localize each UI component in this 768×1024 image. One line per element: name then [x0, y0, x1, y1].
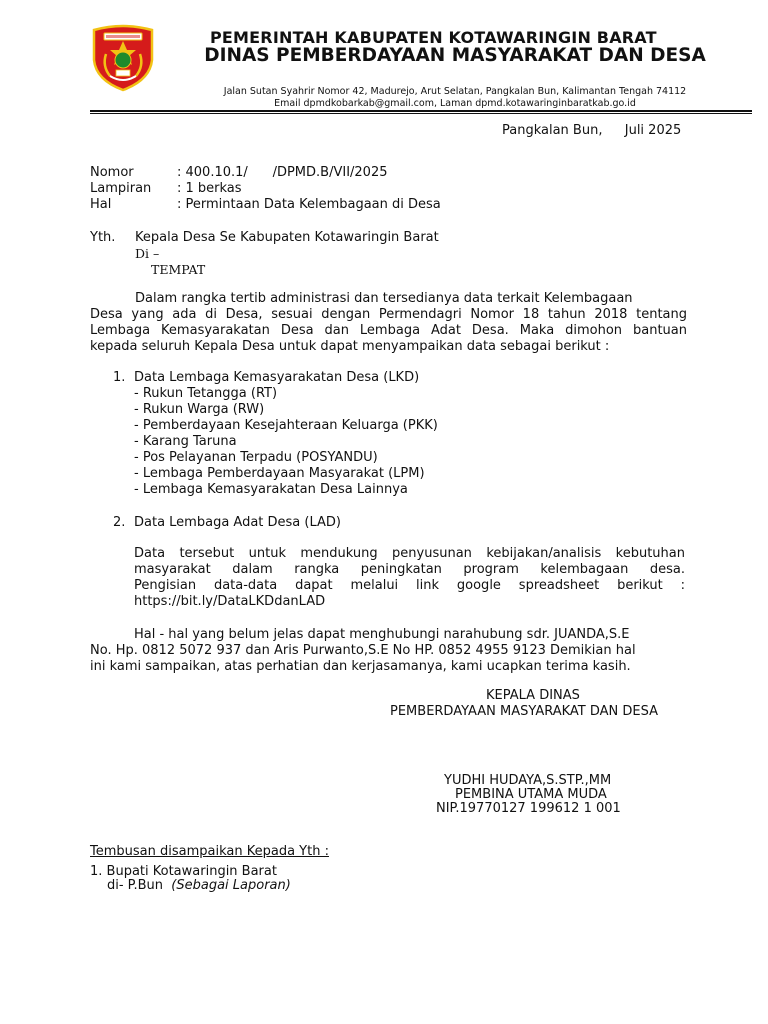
address-line: Jalan Sutan Syahrir Nomor 42, Madurejo, Arut Selatan, Pangkalan Bun, Kalimantan Tengah 74112: [223, 86, 687, 97]
signature-title-1: KEPALA DINAS: [486, 688, 580, 703]
list-item: - Pos Pelayanan Terpadu (POSYANDU): [134, 450, 378, 465]
lampiran-value: : 1 berkas: [177, 181, 242, 196]
recipient-place: TEMPAT: [151, 262, 206, 277]
paragraph-2-line: masyarakat dalam rangka peningkatan program kelembagaan desa.: [134, 562, 685, 577]
list-item: - Karang Taruna: [134, 434, 237, 449]
list-item: - Lembaga Pemberdayaan Masyarakat (LPM): [134, 466, 425, 481]
recipient-di: Di –: [135, 246, 160, 261]
signatory-rank: PEMBINA UTAMA MUDA: [455, 787, 607, 802]
cc-item-sub: [107, 878, 291, 894]
yth-label: Yth.: [90, 230, 116, 245]
list-item: - Rukun Warga (RW): [134, 402, 265, 417]
paragraph-1-line: Dalam rangka tertib administrasi dan tersedianya data terkait Kelembagaan: [135, 291, 633, 306]
nomor-value: : 400.10.1/ /DPMD.B/VII/2025: [177, 165, 388, 180]
paragraph-2-line: Pengisian data-data dapat melalui link google spreadsheet berikut :: [134, 578, 685, 593]
regency-coat-of-arms-icon: [90, 24, 156, 92]
place-date: [502, 123, 681, 139]
paragraph-3-line: Hal - hal yang belum jelas dapat menghubungi narahubung sdr. JUANDA,S.E: [134, 627, 630, 642]
list-number: 2.: [113, 515, 126, 530]
list-item: - Pemberdayaan Kesejahteraan Keluarga (PKK): [134, 418, 438, 433]
letterhead-rule: [90, 110, 752, 112]
paragraph-2-line: Data tersebut untuk mendukung penyusunan kebijakan/analisis kebutuhan: [134, 546, 685, 561]
signatory-nip: NIP.19770127 199612 1 001: [436, 801, 621, 816]
paragraph-3-line: ini kami sampaikan, atas perhatian dan kerjasamanya, kami ucapkan terima kasih.: [90, 659, 631, 674]
agency-address: [170, 86, 740, 110]
contact-line: Email dpmdkobarkab@gmail.com, Laman dpmd.kotawaringinbaratkab.go.id: [274, 98, 636, 109]
hal-value: : Permintaan Data Kelembagaan di Desa: [177, 197, 441, 212]
list-title-lad: Data Lembaga Adat Desa (LAD): [134, 515, 341, 530]
cc-item-note: (Sebagai Laporan): [171, 878, 291, 893]
cc-item-location: di- P.Bun: [107, 878, 164, 893]
cc-item: 1. Bupati Kotawaringin Barat: [90, 864, 277, 879]
list-number: 1.: [113, 370, 126, 385]
signature-title-2: PEMBERDAYAAN MASYARAKAT DAN DESA: [390, 704, 659, 719]
paragraph-1-line: Lembaga Kemasyarakatan Desa dan Lembaga Adat Desa. Maka dimohon bantuan: [90, 323, 687, 338]
list-title-lkd: Data Lembaga Kemasyarakatan Desa (LKD): [134, 370, 420, 385]
spreadsheet-link[interactable]: https://bit.ly/DataLKDdanLAD: [134, 594, 326, 609]
paragraph-3-line: No. Hp. 0812 5072 937 dan Aris Purwanto,S.E No HP. 0852 4955 9123 Demikian hal: [90, 643, 636, 658]
hal-label: Hal: [90, 197, 112, 212]
government-name: PEMERINTAH KABUPATEN KOTAWARINGIN BARAT: [210, 28, 657, 47]
letterhead-rule-thin: [90, 113, 752, 114]
lampiran-label: Lampiran: [90, 181, 152, 196]
list-item: - Lembaga Kemasyarakatan Desa Lainnya: [134, 482, 408, 497]
paragraph-1-line: Desa yang ada di Desa, sesuai dengan Permendagri Nomor 18 tahun 2018 tentang: [90, 307, 687, 322]
paragraph-1-line: kepada seluruh Kepala Desa untuk dapat menyampaikan data sebagai berikut :: [90, 339, 610, 354]
list-item: - Rukun Tetangga (RT): [134, 386, 278, 401]
date: Juli 2025: [624, 123, 682, 138]
signatory-name: YUDHI HUDAYA,S.STP.,MM: [444, 773, 612, 788]
recipient-name: Kepala Desa Se Kabupaten Kotawaringin Barat: [135, 230, 439, 245]
place: Pangkalan Bun,: [502, 123, 603, 138]
nomor-label: Nomor: [90, 165, 134, 180]
cc-heading: Tembusan disampaikan Kepada Yth :: [90, 844, 329, 859]
agency-name: DINAS PEMBERDAYAAN MASYARAKAT DAN DESA: [204, 45, 706, 66]
